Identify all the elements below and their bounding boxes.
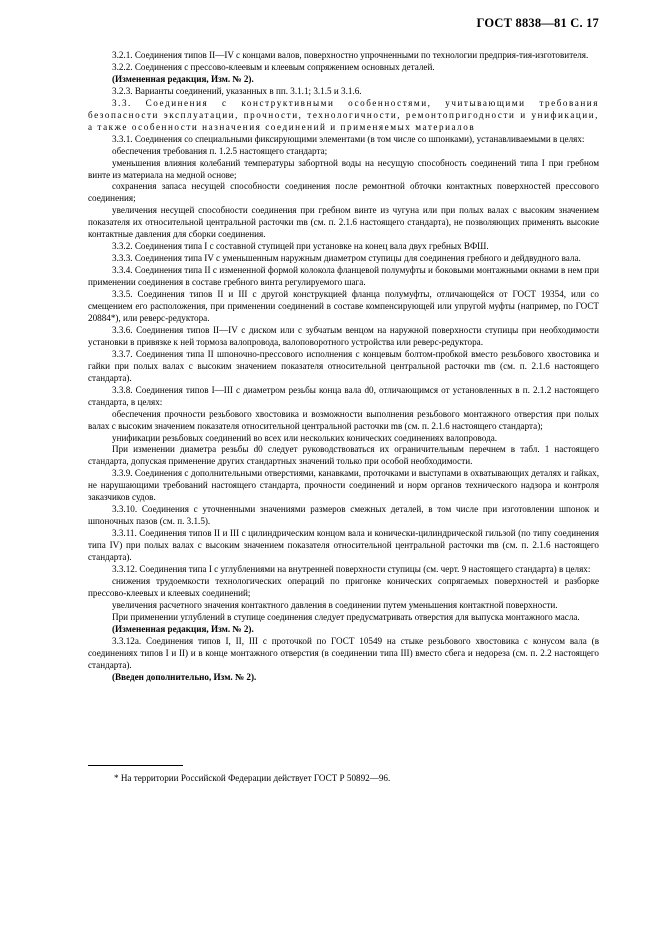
paragraph: унификации резьбовых соединений во всех или нескольких конических соединениях валопровода.	[112, 432, 498, 443]
paragraph: 3.2.2. Соединения с прессово-клеевым и клеевым сопряжением основных деталей.	[112, 61, 435, 72]
amendment-note: (Измененная редакция, Изм. № 2).	[112, 623, 254, 634]
paragraph: увеличения несущей способности соединения при гребном винте из чугуна или при полых валах с высоким значением показателя их относительной центральной расточки mв (см. п. 2.1.6 настоящего стандарта), не позволяющих применять высокие контактные давления для сборки соединения.	[88, 205, 599, 240]
amendment-note: (Введен дополнительно, Изм. № 2).	[112, 671, 257, 682]
paragraph: 3.2.3. Варианты соединений, указанных в пп. 3.1.1; 3.1.5 и 3.1.6.	[112, 85, 362, 96]
page-header: ГОСТ 8838—81 С. 17	[476, 16, 599, 30]
paragraph: снижения трудоемкости технологических операций по пригонке конических сопрягаемых поверхностей и разборке прессово-клеевых и клеевых соединений;	[88, 575, 599, 598]
footnote-divider	[88, 765, 183, 766]
paragraph: 3.3.11. Соединения типов II и III с цилиндрическим концом вала и конически-цилиндрической гильзой (по типу соединения типа IV) при полых валах с высоким значением показателя относительной центральной расточки mв (см. п. 2.1.6 настоящего стандарта).	[88, 528, 599, 563]
paragraph: 3.3.10. Соединения с уточненными значениями размеров смежных деталей, в том числе при изготовлении шпонок и шпоночных пазов (см. п. 3.1.5).	[88, 504, 599, 527]
paragraph: 3.3.3. Соединения типа IV с уменьшенным наружным диаметром ступицы для соединения гребного и дейдвудного вала.	[112, 253, 581, 264]
paragraph: 3.3.6. Соединения типов II—IV с диском или с зубчатым венцом на наружной поверхности ступицы при необходимости установки в привязке к ней тормоза валопровода, валоповоротного устройства или реверс-редуктора.	[88, 324, 599, 347]
paragraph: 3.3.1. Соединения со специальными фиксирующими элементами (в том числе со шпонками), устанавливаемыми в целях:	[112, 133, 585, 144]
paragraph: 3.3.4. Соединения типа II с измененной формой колокола фланцевой полумуфты и боковыми монтажными окнами в нем при применении соединения в составе гребного винта регулируемого шага.	[88, 265, 599, 288]
paragraph: При изменении диаметра резьбы d0 следует руководствоваться их ограничительным перечнем в табл. 1 настоящего стандарта, допуская применение других стандартных значений только при особой необходимости.	[88, 444, 599, 467]
footnote: * На территории Российской Федерации действует ГОСТ Р 50892—96.	[114, 773, 391, 783]
paragraph: увеличения расчетного значения контактного давления в соединении путем уменьшения контактной поверхности.	[112, 599, 558, 610]
paragraph: 3.3.2. Соединения типа I с составной ступицей при установке на конец вала двух гребных ВФШ.	[112, 241, 489, 252]
paragraph: 3.3.8. Соединения типов I—III с диаметром резьбы конца вала d0, отличающимся от установленных в п. 2.1.2 настоящего стандарта, в целях:	[88, 384, 599, 407]
paragraph: 3.3.12а. Соединения типов I, II, III с проточкой по ГОСТ 10549 на стыке резьбового хвостовика с конусом вала (в соединениях типов I и II) и в конце монтажного отверстия (в соединении типа III) вместо сбега и недореза (см. п. 2.2 настоящего стандарта).	[88, 635, 599, 670]
paragraph: 3.3.9. Соединения с дополнительными отверстиями, канавками, проточками и выступами в охватывающих деталях и гайках, не нарушающими требований настоящего стандарта, прочности соединений и норм органов технического надзора и контроля заказчиков судов.	[88, 468, 599, 503]
paragraph: сохранения запаса несущей способности соединения после ремонтной обточки контактных поверхностей прессового соединения;	[88, 181, 599, 204]
paragraph: уменьшения влияния колебаний температуры забортной воды на несущую способность соединений типа I при гребном винте из материала на медной основе;	[88, 157, 599, 180]
paragraph: 3.3.5. Соединения типов II и III с другой конструкцией фланца полумуфты, отличающейся от ГОСТ 19354, или со смещением его расположения, при применении соединений в составе компенсирующей или упругой муфты (например, по ГОСТ 20884*), или реверс-редуктора.	[88, 289, 599, 323]
document-body	[88, 50, 599, 684]
section-heading: 3.3. Соединения с конструктивными особенностями, учитывающими требования безопасности эксплуатации, прочности, технологичности, ремонтопригодности и унификации, а также особенности назначения соединений и применяемых материалов	[88, 97, 599, 132]
paragraph: 3.3.7. Соединения типа II шпоночно-прессового исполнения с концевым болтом-пробкой вместо резьбового хвостовика и гайки при полых валах с высоким значением показателя относительной центральной расточки mв (см. п. 2.1.6 настоящего стандарта).	[88, 348, 599, 383]
paragraph: 3.3.12. Соединения типа I с углублениями на внутренней поверхности ступицы (см. черт. 9 настоящего стандарта) в целях:	[112, 563, 591, 574]
paragraph: При применении углублений в ступице соединения следует предусматривать отверстия для выпуска монтажного масла.	[112, 611, 580, 622]
paragraph: 3.2.1. Соединения типов II—IV с концами валов, поверхностно упрочненными по технологии предприя-тия-изготовителя.	[112, 50, 589, 60]
paragraph: обеспечения прочности резьбового хвостовика и возможности выполнения резьбового монтажного отверстия при полых валах с высоким значением показателя относительной центральной расточки mв (см. п. 2.1.6 настоящего стандарта);	[88, 408, 599, 431]
amendment-note: (Измененная редакция, Изм. № 2).	[112, 73, 254, 84]
paragraph: обеспечения требования п. 1.2.5 настоящего стандарта;	[112, 145, 328, 156]
